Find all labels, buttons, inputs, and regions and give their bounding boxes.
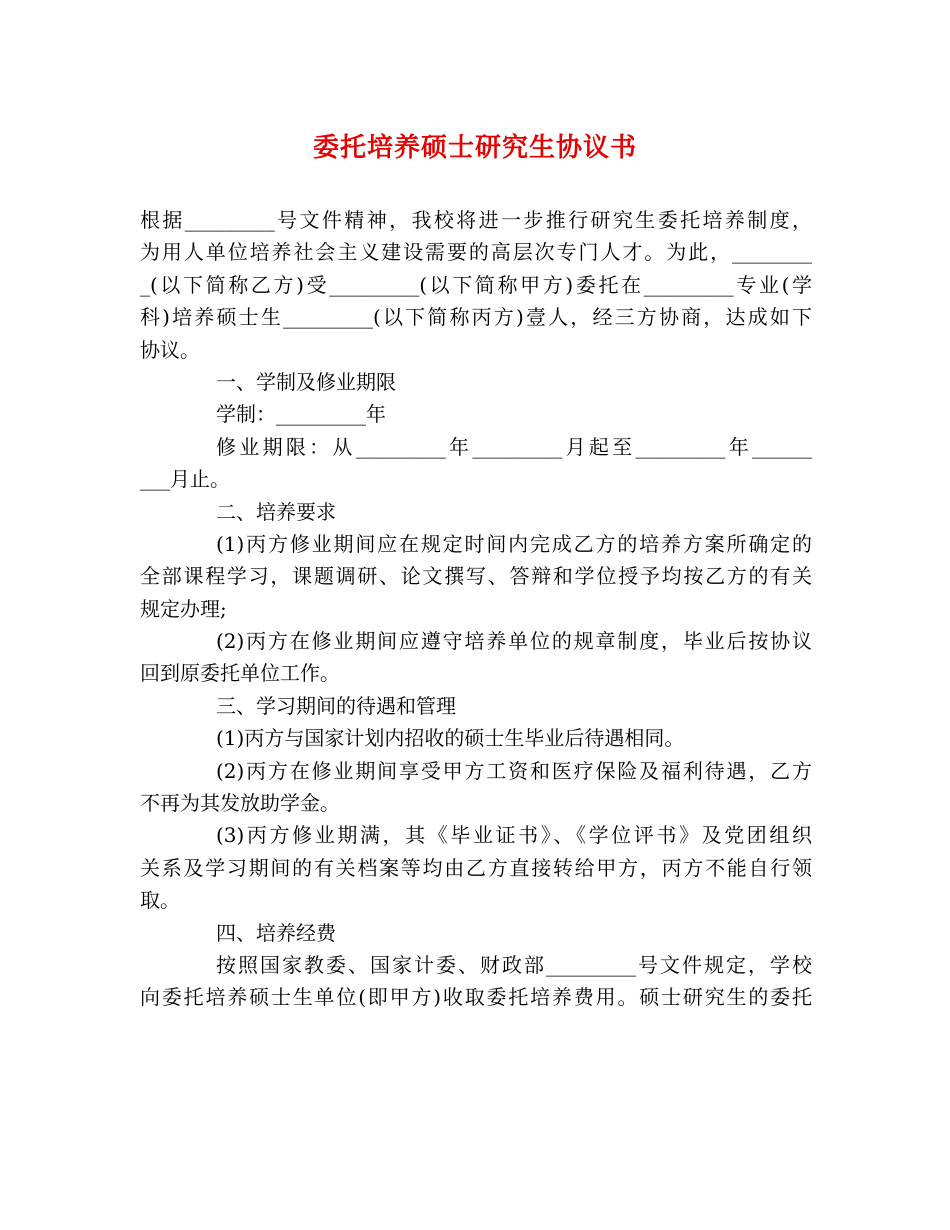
text-line: 取。 — [140, 888, 180, 913]
text-line: (2)丙方在修业期间享受甲方工资和医疗保险及福利待遇，乙方 — [216, 758, 812, 783]
text-line: 协议。 — [140, 337, 200, 362]
text-line: (3)丙方修业期满，其《毕业证书》、《学位评书》及党团组织 — [216, 823, 812, 848]
section-heading: 一、学制及修业期限 — [216, 369, 396, 394]
text-line: 根据_________号文件精神，我校将进一步推行研究生委托培养制度， — [140, 208, 812, 232]
text-line: (1)丙方与国家计划内招收的硕士生毕业后待遇相同。 — [216, 726, 685, 751]
text-line: 向委托培养硕士生单位(即甲方)收取委托培养费用。硕士研究生的委托 — [140, 985, 812, 1010]
text-line: _(以下简称乙方)受_________(以下简称甲方)委托在_________专业(学 — [140, 272, 812, 297]
section-heading: 四、培养经费 — [216, 920, 336, 945]
section-heading: 三、学习期间的待遇和管理 — [216, 693, 456, 718]
text-line: 按照国家教委、国家计委、财政部_________号文件规定，学校 — [216, 952, 812, 977]
text-line: 规定办理; — [140, 596, 227, 621]
section-heading: 二、培养要求 — [216, 499, 336, 524]
text-line: (2)丙方在修业期间应遵守培养单位的规章制度，毕业后按协议 — [216, 629, 812, 654]
text-line: 回到原委托单位工作。 — [140, 661, 340, 686]
text-line: (1)丙方修业期间应在规定时间内完成乙方的培养方案所确定的 — [216, 531, 812, 556]
document-body — [140, 204, 812, 1014]
text-line: 科)培养硕士生_________(以下简称丙方)壹人，经三方协商，达成如下 — [140, 305, 812, 330]
text-line: 为用人单位培养社会主义建设需要的高层次专门人才。为此，________ — [140, 240, 812, 265]
text-line: 全部课程学习，课题调研、论文撰写、答辩和学位授予均按乙方的有关 — [140, 564, 812, 589]
document-title: 委托培养硕士研究生协议书 — [312, 133, 637, 163]
text-line: ___月止。 — [140, 467, 230, 492]
text-line: 不再为其发放助学金。 — [140, 791, 340, 816]
text-line: 学制：_________年 — [216, 402, 386, 427]
text-line: 修业期限：从_________年_________月起至_________年______ — [216, 434, 812, 459]
text-line: 关系及学习期间的有关档案等均由乙方直接转给甲方，丙方不能自行领 — [140, 855, 812, 880]
